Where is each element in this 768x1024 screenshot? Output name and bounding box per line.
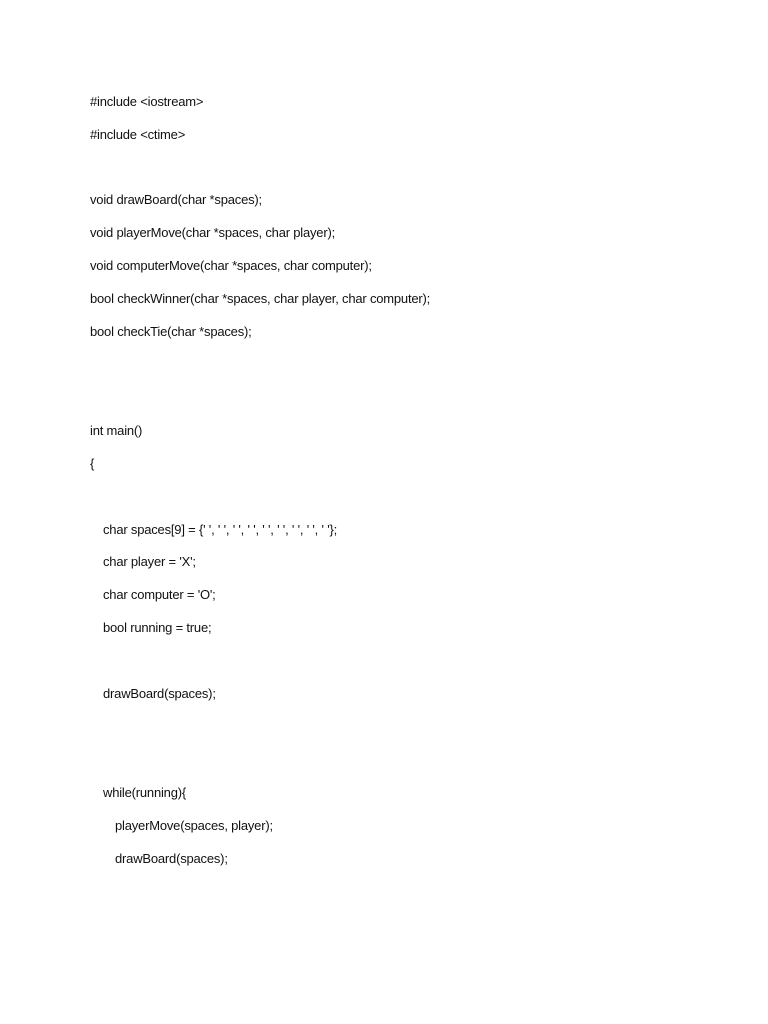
code-line-spaces-array: char spaces[9] = {' ', ' ', ' ', ' ', ' ', ' ', ' ', ' ', ' '}; xyxy=(103,522,338,537)
code-line-computer-var: char computer = 'O'; xyxy=(103,587,216,602)
code-line-draw-board-decl: void drawBoard(char *spaces); xyxy=(90,192,262,207)
code-line-open-brace: { xyxy=(90,456,95,471)
code-line-include-ctime: #include <ctime> xyxy=(90,127,186,142)
code-line-computer-move-decl: void computerMove(char *spaces, char computer); xyxy=(90,258,372,273)
code-line-while-loop: while(running){ xyxy=(103,785,186,800)
code-line-include-iostream: #include <iostream> xyxy=(90,94,204,109)
code-line-player-move-decl: void playerMove(char *spaces, char player); xyxy=(90,225,336,240)
code-line-player-var: char player = 'X'; xyxy=(103,554,196,569)
code-line-player-move-call: playerMove(spaces, player); xyxy=(115,818,273,833)
code-line-running-var: bool running = true; xyxy=(103,620,212,635)
code-line-draw-board-call-inner: drawBoard(spaces); xyxy=(115,851,228,866)
code-line-check-tie-decl: bool checkTie(char *spaces); xyxy=(90,324,252,339)
code-line-draw-board-call: drawBoard(spaces); xyxy=(103,686,216,701)
code-line-check-winner-decl: bool checkWinner(char *spaces, char player, char computer); xyxy=(90,291,431,306)
code-line-main-signature: int main() xyxy=(90,423,143,438)
